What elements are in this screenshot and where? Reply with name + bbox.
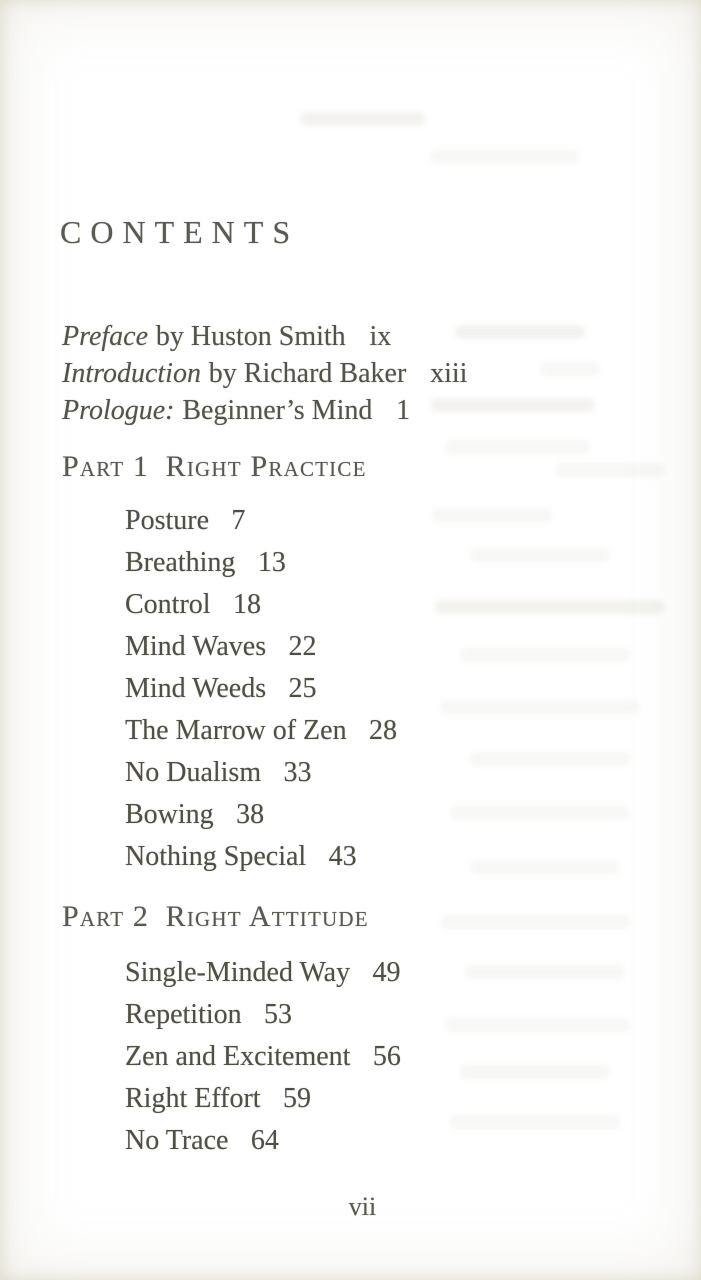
- chapter-entry: [125, 952, 401, 994]
- front-matter-entry: [62, 355, 467, 392]
- chapter-page-number: 13: [257, 547, 286, 578]
- entry-title-italic: Introduction: [62, 358, 201, 389]
- chapter-page-number: 38: [236, 799, 265, 830]
- chapter-page-number: 64: [250, 1125, 279, 1156]
- contents-heading: CONTENTS: [60, 214, 300, 250]
- part-2-heading: [62, 900, 369, 934]
- chapter-page-number: 28: [368, 715, 397, 746]
- entry-page-number: xiii: [430, 358, 468, 389]
- chapter-entry: [125, 836, 397, 878]
- front-matter-entry: [62, 318, 467, 355]
- entry-title: by Richard Baker: [208, 358, 407, 389]
- entry-title: Beginner’s Mind: [182, 395, 373, 426]
- part-label: Part 2: [62, 900, 150, 933]
- chapter-entry: [125, 500, 397, 542]
- chapter-title: Control: [125, 589, 211, 620]
- chapter-page-number: 7: [231, 505, 246, 536]
- chapter-title: Nothing Special: [125, 841, 307, 872]
- entry-title-italic: Prologue:: [62, 395, 175, 426]
- folio-page-number: vii: [348, 1192, 377, 1221]
- chapter-title: Bowing: [125, 799, 214, 830]
- part-1-chapter-list: [125, 500, 397, 878]
- chapter-entry: [125, 1036, 401, 1078]
- part-label: Part 1: [62, 450, 150, 483]
- chapter-title: No Dualism: [125, 757, 262, 788]
- chapter-page-number: 25: [288, 673, 317, 704]
- part-title: Right Practice: [165, 450, 367, 483]
- chapter-entry: [125, 710, 397, 752]
- chapter-entry: [125, 1120, 401, 1162]
- chapter-entry: [125, 584, 397, 626]
- chapter-entry: [125, 994, 401, 1036]
- entry-page-number: 1: [396, 395, 411, 426]
- chapter-entry: [125, 752, 397, 794]
- entry-title-italic: Preface: [62, 321, 149, 352]
- chapter-page-number: 43: [328, 841, 357, 872]
- chapter-entry: [125, 668, 397, 710]
- chapter-title: Breathing: [125, 547, 236, 578]
- front-matter-entry: [62, 392, 467, 429]
- part-1-heading: [62, 450, 367, 484]
- chapter-page-number: 56: [372, 1041, 401, 1072]
- chapter-title: Right Effort: [125, 1083, 261, 1114]
- chapter-title: No Trace: [125, 1125, 229, 1156]
- chapter-page-number: 59: [282, 1083, 311, 1114]
- chapter-page-number: 49: [372, 957, 401, 988]
- chapter-entry: [125, 626, 397, 668]
- chapter-title: Mind Waves: [125, 631, 267, 662]
- chapter-title: Repetition: [125, 999, 242, 1030]
- part-title: Right Attitude: [165, 900, 369, 933]
- entry-title: by Huston Smith: [155, 321, 346, 352]
- chapter-title: The Marrow of Zen: [125, 715, 347, 746]
- entry-page-number: ix: [369, 321, 392, 352]
- chapter-page-number: 33: [283, 757, 312, 788]
- chapter-page-number: 18: [232, 589, 261, 620]
- chapter-title: Zen and Excitement: [125, 1041, 351, 1072]
- chapter-entry: [125, 794, 397, 836]
- chapter-title: Single-Minded Way: [125, 957, 351, 988]
- chapter-title: Mind Weeds: [125, 673, 267, 704]
- chapter-entry: [125, 542, 397, 584]
- front-matter-list: [62, 318, 467, 429]
- chapter-page-number: 22: [288, 631, 317, 662]
- chapter-title: Posture: [125, 505, 209, 536]
- chapter-page-number: 53: [264, 999, 293, 1030]
- chapter-entry: [125, 1078, 401, 1120]
- part-2-chapter-list: [125, 952, 401, 1162]
